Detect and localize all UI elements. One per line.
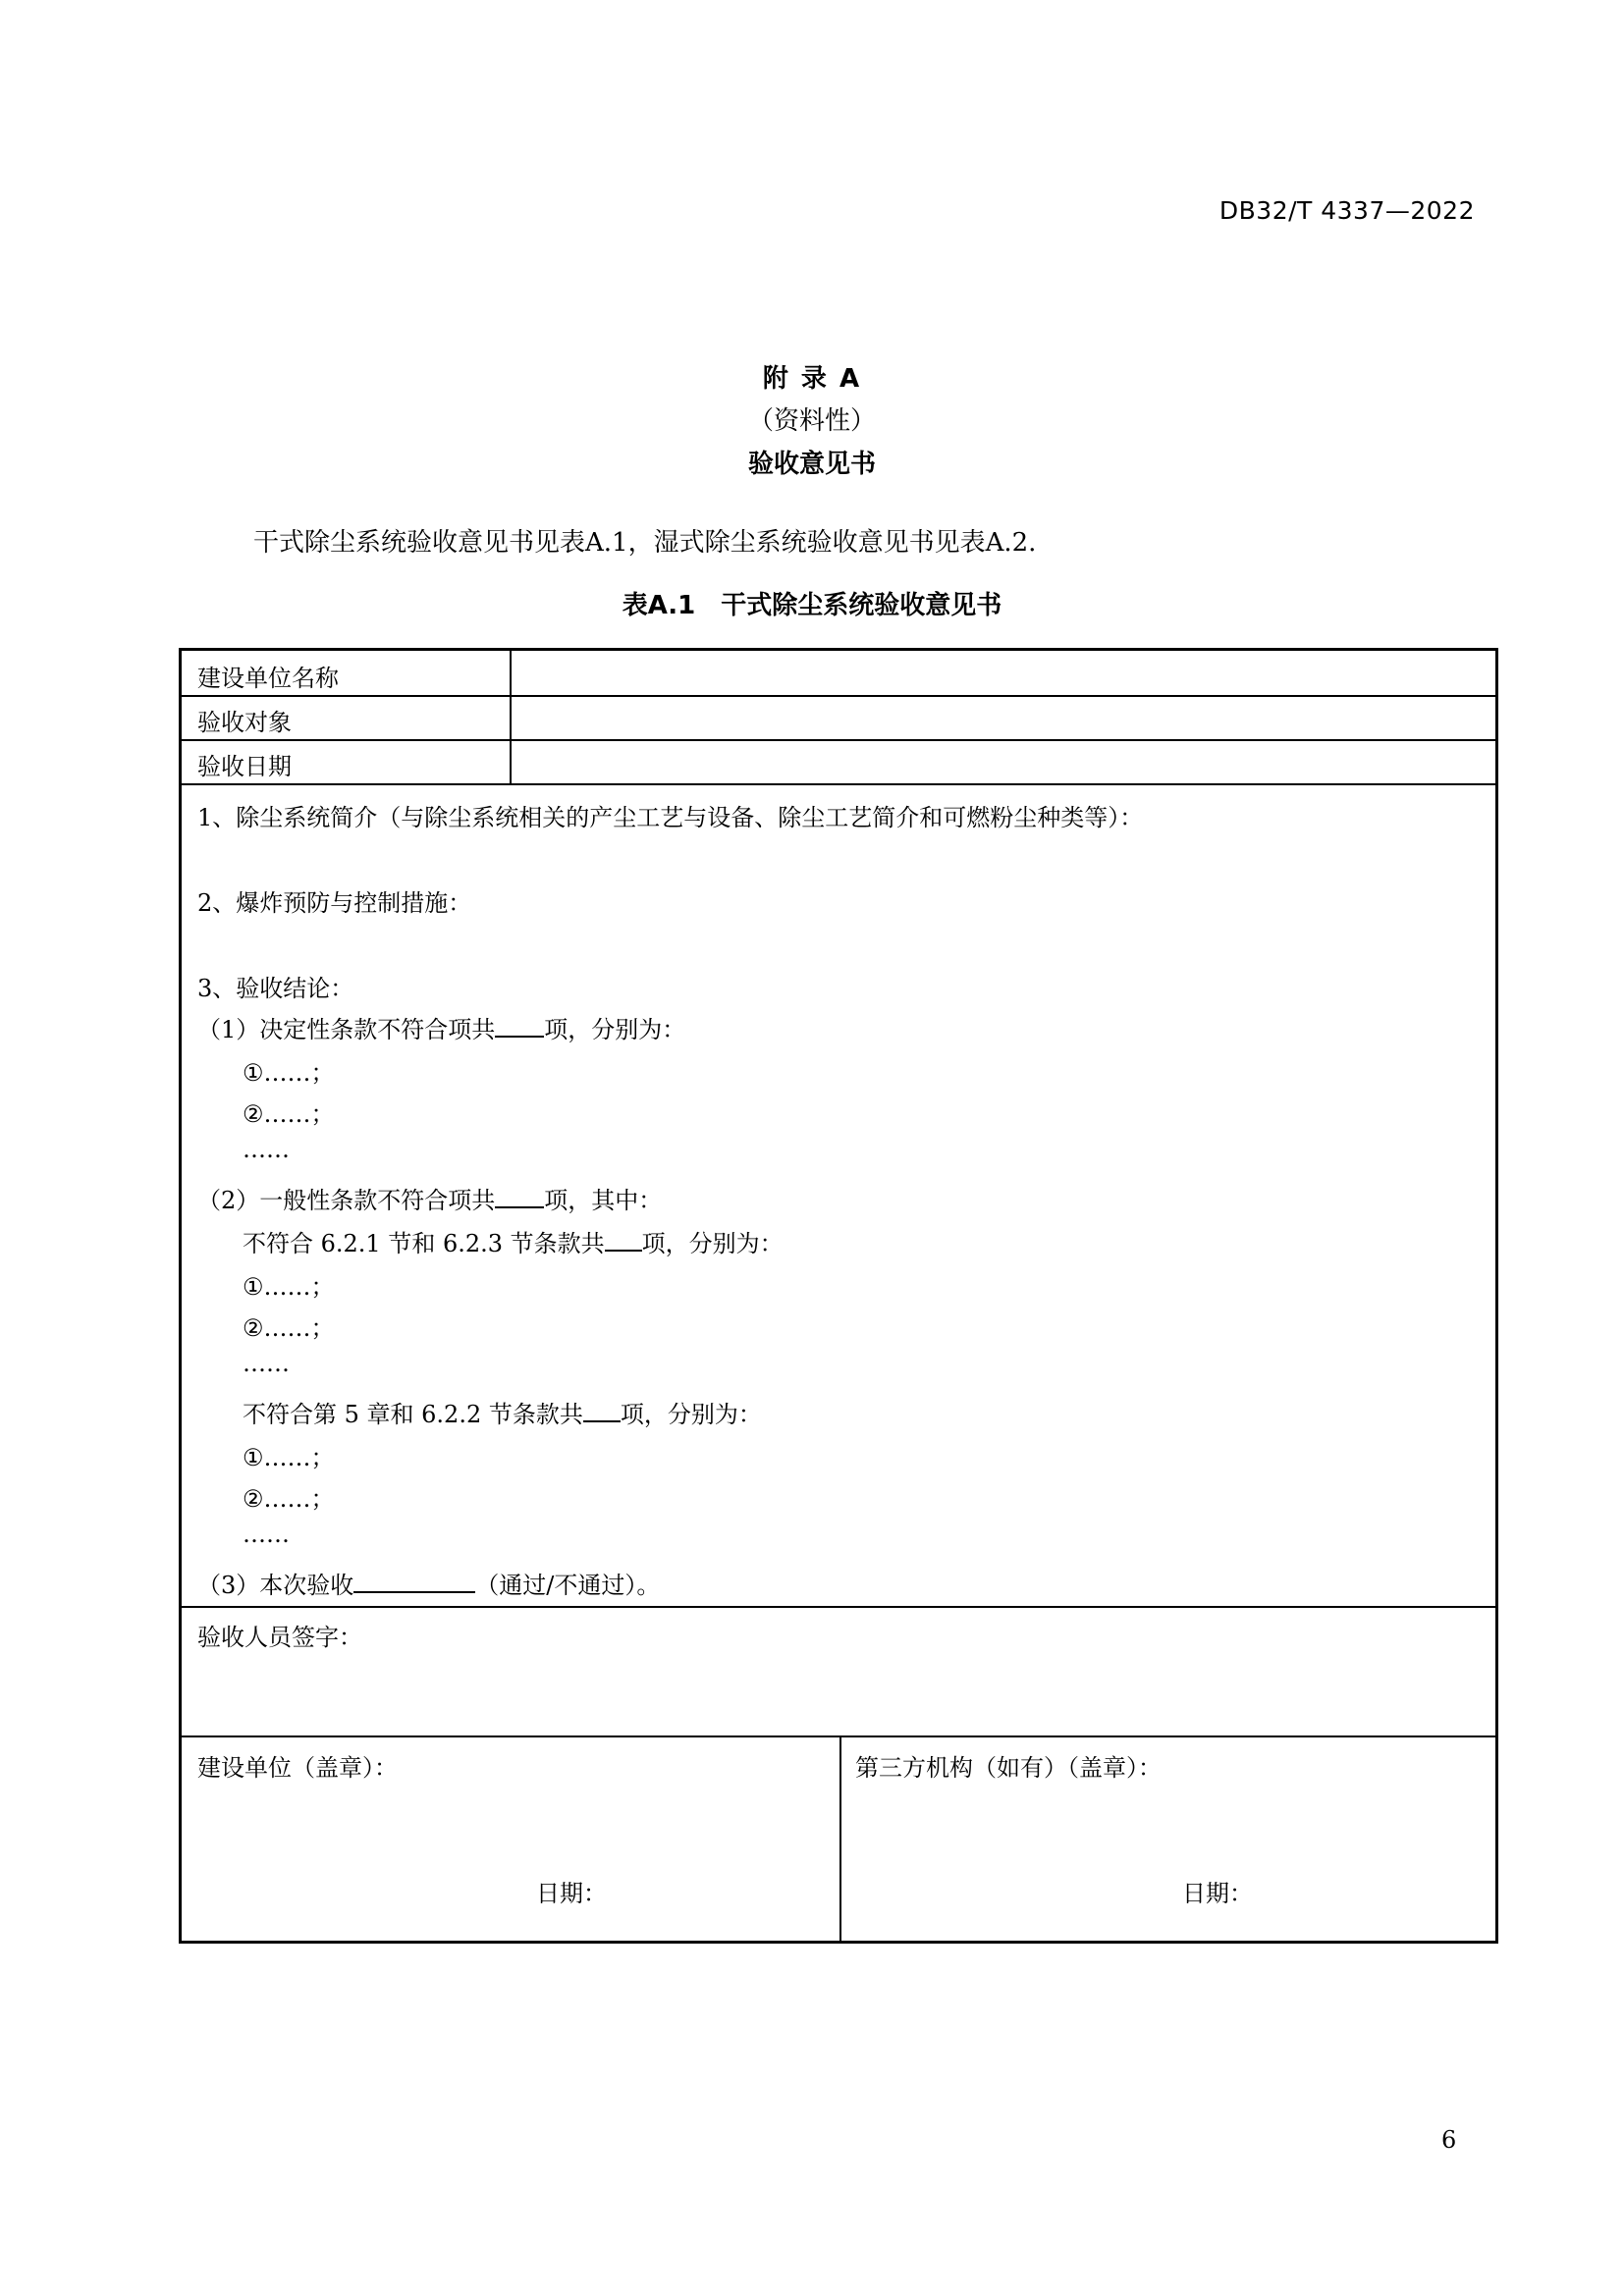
label-acceptance-object: 验收对象 [197, 709, 292, 736]
sub-a-item-1: ①……； [243, 1273, 335, 1301]
row-divider [182, 739, 1495, 741]
page-number: 6 [1441, 2126, 1457, 2154]
result-prefix: （3）本次验收 [197, 1572, 354, 1599]
decisive-prefix: （1）决定性条款不符合项共 [197, 1016, 496, 1043]
acceptance-form-table [179, 648, 1498, 1944]
builder-date-label: 日期： [536, 1880, 607, 1907]
column-divider [510, 651, 512, 783]
decisive-item-1: ①……； [243, 1059, 335, 1087]
section-conclusion: 3、验收结论： [197, 975, 354, 1002]
sub-b-item-2: ②……； [243, 1485, 335, 1513]
general-count-blank[interactable] [495, 1185, 544, 1208]
result-line [197, 1566, 660, 1600]
sub-b-ellipsis: …… [243, 1521, 290, 1548]
sub-b-suffix: 项，分别为： [620, 1401, 762, 1428]
row-divider [182, 1735, 1495, 1737]
third-party-date-label: 日期： [1182, 1880, 1253, 1907]
result-suffix: （通过/不通过）。 [475, 1572, 661, 1599]
appendix-subject: 验收意见书 [747, 450, 876, 479]
row-divider [182, 1606, 1495, 1608]
label-builder-name: 建设单位名称 [197, 665, 339, 692]
signature-label: 验收人员签字： [197, 1624, 362, 1651]
appendix-title: 附 录 A [762, 364, 862, 394]
general-suffix: 项，其中： [544, 1187, 663, 1214]
sub-clause-a-line [243, 1224, 784, 1258]
appendix-nature: （资料性） [747, 406, 876, 436]
decisive-count-blank[interactable] [495, 1014, 544, 1038]
sub-b-count-blank[interactable] [583, 1399, 621, 1422]
sub-a-ellipsis: …… [243, 1350, 290, 1377]
row-divider [182, 695, 1495, 697]
section-system-intro: 1、除尘系统简介（与除尘系统相关的产尘工艺与设备、除尘工艺简介和可燃粉尘种类等）： [197, 804, 1144, 831]
sub-a-item-2: ②……； [243, 1314, 335, 1342]
decisive-suffix: 项，分别为： [544, 1016, 686, 1043]
column-divider [839, 1735, 841, 1944]
decisive-item-2: ②……； [243, 1100, 335, 1128]
label-acceptance-date: 验收日期 [197, 753, 292, 780]
decisive-ellipsis: …… [243, 1136, 290, 1163]
section-explosion-prevention: 2、爆炸预防与控制措施： [197, 889, 472, 917]
builder-seal-label: 建设单位（盖章）： [197, 1754, 398, 1782]
decisive-clause-line [197, 1010, 685, 1044]
sub-b-item-1: ①……； [243, 1444, 335, 1471]
row-divider [182, 783, 1495, 785]
sub-a-prefix: 不符合 6.2.1 节和 6.2.3 节条款共 [243, 1230, 605, 1257]
third-party-seal-label: 第三方机构（如有）（盖章）： [855, 1754, 1162, 1782]
result-blank[interactable] [353, 1570, 475, 1593]
document-code: DB32/T 4337—2022 [1218, 196, 1475, 225]
sub-clause-b-line [243, 1395, 762, 1429]
sub-b-prefix: 不符合第 5 章和 6.2.2 节条款共 [243, 1401, 583, 1428]
sub-a-count-blank[interactable] [605, 1228, 642, 1252]
table-caption: 表A.1 干式除尘系统验收意见书 [622, 591, 1002, 620]
intro-paragraph: 干式除尘系统验收意见书见表A.1，湿式除尘系统验收意见书见表A.2. [253, 528, 1037, 558]
general-clause-line [197, 1181, 662, 1215]
sub-a-suffix: 项，分别为： [641, 1230, 784, 1257]
general-prefix: （2）一般性条款不符合项共 [197, 1187, 496, 1214]
